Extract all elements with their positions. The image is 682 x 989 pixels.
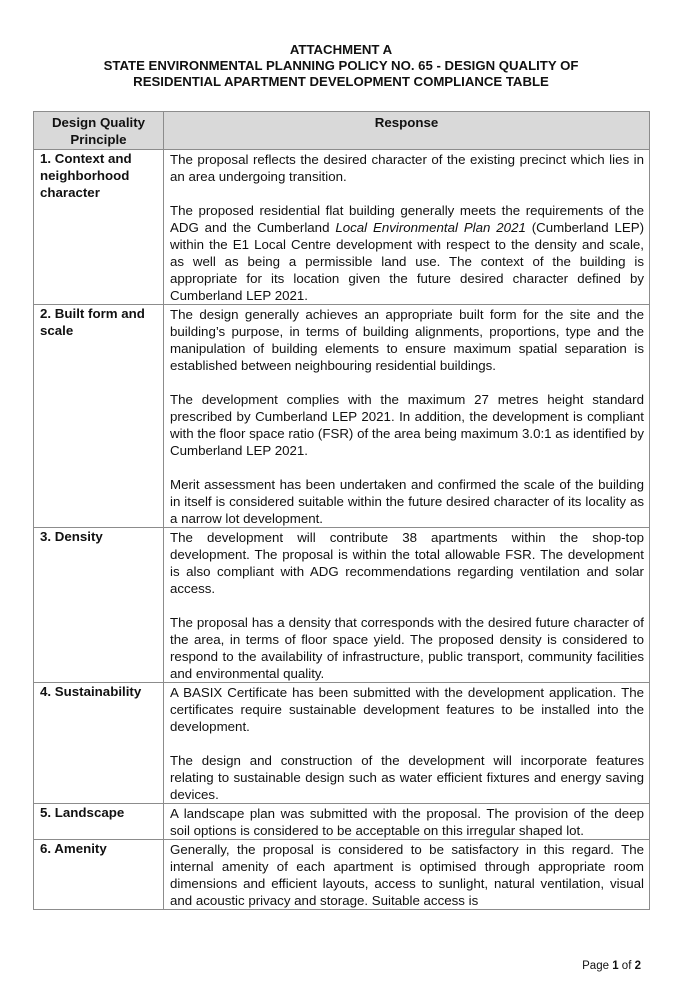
- current-page: 1: [612, 960, 619, 972]
- of-label: of: [621, 960, 632, 972]
- response-paragraph: The proposed residential flat building generally meets the requirements of the ADG and the Cumberland Local Environmental Plan 2021 (Cumberland LEP) within the E1 Local Centre development with respect to the density and scale, as well as being a permissible land use. The context of the building is appropriate for its location given the future desired character defined by Cumberland LEP 2021.: [170, 203, 645, 303]
- response-paragraph: The development will contribute 38 apartments within the shop-top development. The proposal is within the total allowable FSR. The development is also compliant with ADG recommendations regarding ventilation and solar access.: [170, 530, 644, 596]
- title-line-2: STATE ENVIRONMENTAL PLANNING POLICY NO. 65 - DESIGN QUALITY OF: [103, 58, 579, 73]
- response-cell: [164, 528, 650, 683]
- document-title: [0, 42, 682, 90]
- header-response: Response: [164, 112, 650, 150]
- response-paragraph: The design generally achieves an appropriate built form for the site and the building’s purpose, in terms of building alignments, proportions, type and the manipulation of building elements to ensure maximum spatial separation is established between neighbouring residential buildings.: [170, 307, 644, 373]
- response-paragraph: The design and construction of the development will incorporate features relating to sustainable design such as water efficient fixtures and energy saving devices.: [170, 753, 644, 802]
- response-paragraph: Merit assessment has been undertaken and confirmed the scale of the building in itself is considered suitable within the future desired character of its locality as a narrow lot development.: [170, 477, 644, 526]
- response-paragraph: Generally, the proposal is considered to be satisfactory in this regard. The internal amenity of each apartment is optimised through appropriate room dimensions and efficient layouts, access to sunlight, natural ventilation, visual and acoustic privacy and storage. Suitable access is: [170, 842, 644, 908]
- table-row: [34, 840, 650, 910]
- principle-cell: 4. Sustainability: [34, 683, 164, 804]
- principle-cell: 5. Landscape: [34, 804, 164, 840]
- response-cell: [164, 305, 650, 528]
- header-principle: Design Quality Principle: [34, 112, 164, 150]
- principle-cell: 3. Density: [34, 528, 164, 683]
- response-paragraph: The proposal has a density that corresponds with the desired future character of the area, in terms of floor space yield. The proposed density is considered to respond to the availability of infrastructure, public transport, community facilities and environmental quality.: [170, 615, 644, 681]
- response-paragraph: A BASIX Certificate has been submitted with the development application. The certificates require sustainable development features to be installed into the development.: [170, 685, 644, 734]
- response-cell: [164, 804, 650, 840]
- table-row: [34, 683, 650, 804]
- page-number: [582, 960, 641, 972]
- principle-cell: 2. Built form and scale: [34, 305, 164, 528]
- table-header-row: [34, 112, 650, 150]
- table-row: [34, 305, 650, 528]
- total-pages: 2: [634, 960, 641, 972]
- principle-cell: 6. Amenity: [34, 840, 164, 910]
- table-row: [34, 528, 650, 683]
- response-cell: [164, 840, 650, 910]
- response-cell: [164, 150, 650, 305]
- principle-cell: 1. Context and neighborhood character: [34, 150, 164, 305]
- title-line-3: RESIDENTIAL APARTMENT DEVELOPMENT COMPLIANCE TABLE: [133, 74, 549, 89]
- compliance-table: [33, 111, 650, 910]
- lep-name-italic: Local Environmental Plan 2021: [335, 220, 526, 235]
- table-row: [34, 150, 650, 305]
- title-line-1: ATTACHMENT A: [289, 42, 393, 57]
- response-paragraph: The development complies with the maximum 27 metres height standard prescribed by Cumberland LEP 2021. In addition, the development is compliant with the floor space ratio (FSR) of the area being maximum 3.0:1 as identified by Cumberland LEP 2021.: [170, 392, 644, 458]
- table-row: [34, 804, 650, 840]
- response-paragraph: A landscape plan was submitted with the proposal. The provision of the deep soil options is considered to be acceptable on this irregular shaped lot.: [170, 806, 644, 838]
- response-paragraph: The proposal reflects the desired character of the existing precinct which lies in an area undergoing transition.: [170, 152, 644, 184]
- response-cell: [164, 683, 650, 804]
- page-label: Page: [582, 960, 609, 972]
